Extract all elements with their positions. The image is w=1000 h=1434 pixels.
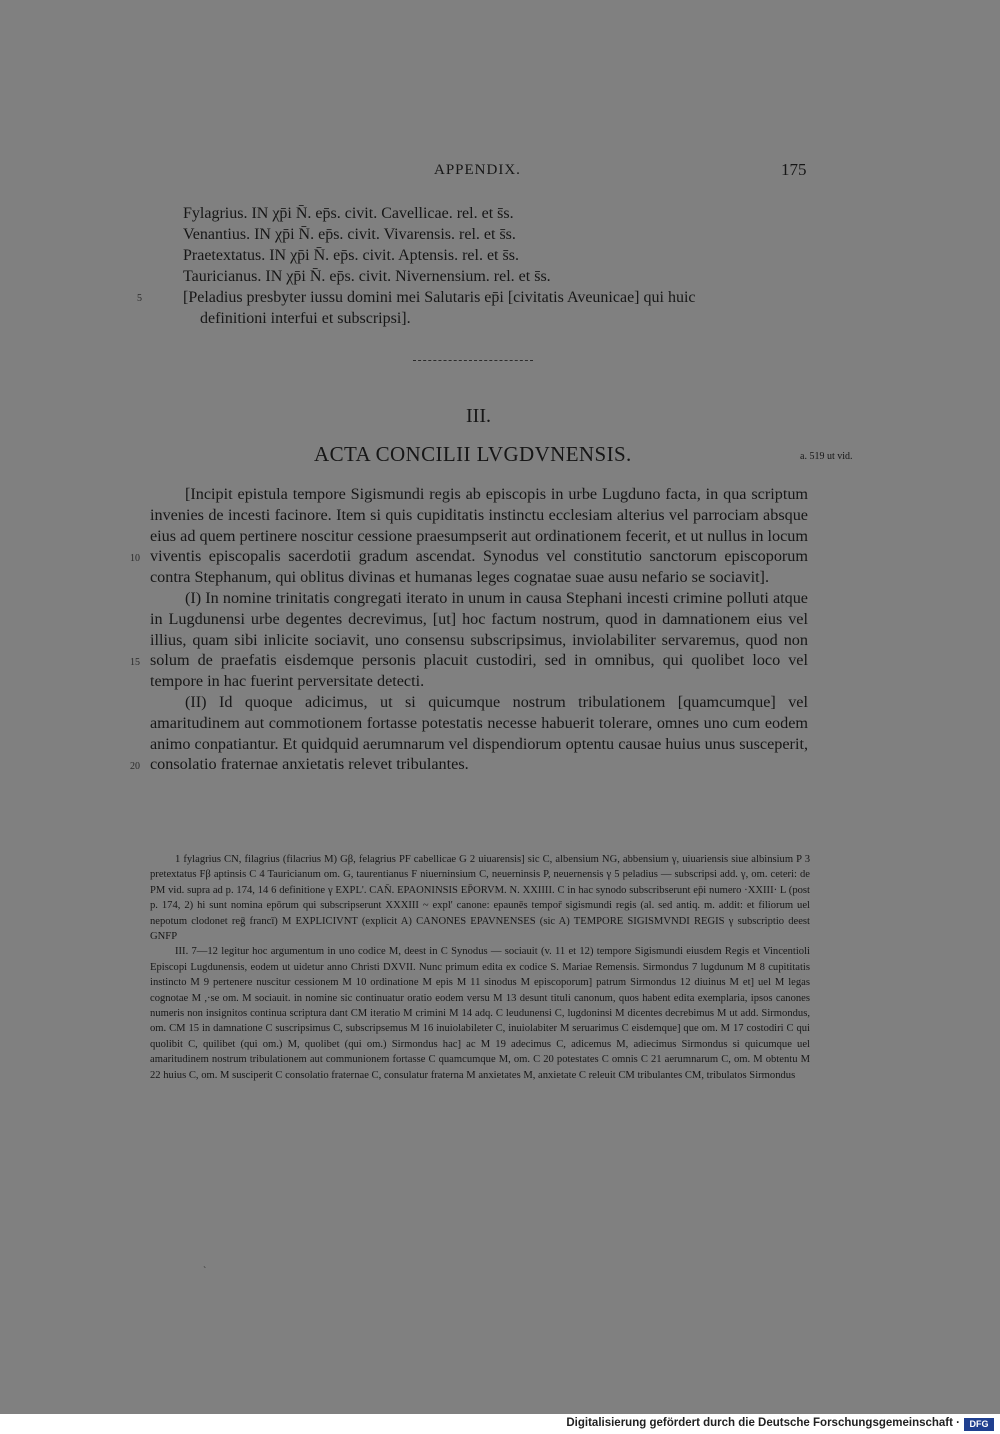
subscription-line: Praetextatus. IN χp̄i N̄. ep̄s. civit. Aptensis. rel. et s̄s. <box>183 247 519 264</box>
subscription-line: Tauricianus. IN χp̄i N̄. ep̄s. civit. Nivernensium. rel. et s̄s. <box>183 268 551 285</box>
intro-paragraph: [Incipit epistula tempore Sigismundi regis ab episcopis in urbe Lugduno facta, in qua scriptum invenies de incesti facinore. Item si quis cupiditatis instinctu ecclesiam alterius vel parrociam absque eius ad quem pertinere noscitur cessione praesumpserit aut ordinationem fecerit, et ut nullus in locum viventis episcopalis sacerdotii gradum ascendat. Synodus vel constitutio sanctorum episcoporum contra Stephanum, qui oblitus divinas et humanas leges cognatae suae ausu nefario se sociavit]. <box>150 485 808 587</box>
main-text <box>150 484 808 775</box>
running-title: APPENDIX. <box>434 162 521 178</box>
subscription-line: Venantius. IN χp̄i N̄. ep̄s. civit. Vivarensis. rel. et s̄s. <box>183 226 516 243</box>
stray-mark: ˋ <box>203 1266 207 1277</box>
dfg-logo-icon: DFG <box>964 1418 994 1431</box>
section-number: III. <box>466 405 491 427</box>
paragraph-i: (I) In nomine trinitatis congregati iterato in unum in causa Stephani incesti crimine polluti atque in Lugdunensi urbe degentes decrevimus, [ut] hoc factum nostrum, quod in damnationem eius vel illius, quam sibi inlicite sociavit, uno consensu subscripsimus, inviolabiliter servaremus, quod non solum de praefatis eisdemque personis placuit custodiri, sed in omnibus, qui quolibet loco vel tempore in hac fuerint perversitate detecti. <box>150 588 808 691</box>
digitization-banner <box>0 1414 1000 1434</box>
line-number: 15 <box>130 657 140 668</box>
section-title: ACTA CONCILII LVGDVNENSIS. <box>314 442 632 466</box>
subscription-line: definitioni interfui et subscripsi]. <box>200 310 411 327</box>
subscription-line: [Peladius presbyter iussu domini mei Salutaris ep̄i [civitatis Aveunicae] qui huic <box>183 289 696 306</box>
subscription-line: Fylagrius. IN χp̄i N̄. ep̄s. civit. Cavellicae. rel. et s̄s. <box>183 205 514 222</box>
section-separator <box>413 360 533 362</box>
line-number: 5 <box>137 293 142 304</box>
line-number: 20 <box>130 761 140 772</box>
date-note: a. 519 ut vid. <box>800 451 853 462</box>
footnote-block: III. 7—12 legitur hoc argumentum in uno codice M, deest in C Synodus — sociauit (v. 11 et 12) tempore Sigismundi eiusdem Regis et Vincentioli Episcopi Lugdunensis, eodem ut uidetur anno Christi DXVII. Nunc primum edita ex codice S. Mariae Remensis. Sirmondus 7 lugdunum M 8 cupititatis instincto M 9 pertenere nuscitur cessionem M 10 ordinatione M epis M 11 sinodus M episcoporum] patrum Sirmondus 12 diuinus M et] uel M legas cognotae M ,·se om. M sociauit. in nomine sic continuatur oratio eodem versu M 13 desunt tituli canonum, quos habent edita exemplaria, ipsos canones numeris non insignitos continua scriptura dant CM iteratio M crimini M 14 adq. C leudunensi C, lugdoninsi M dicentes decrebimus M ut add. Sirmondus, om. CM 15 in damnatione C suscripsimus C, subscripsemus M 16 inuiolabileter C, inuiolabiter M seruarimus C eisdemque] que om. M 17 costodiri C qui quolibit C, quilibet (qui om.) M, quolibet (qui om.) Sirmondus hac] ac M 19 adecimus C, adicemus M, adiecimus Sirmondus si quicumque uel amaritudinem nostrum tribulationem aut communionem fortasse C quamcumque M, om. C 20 potestates C omnis C 21 aerumnarum C, om. M obtentu M 22 huius C, om. M susciperit C consolatio fraternae C, consulatur fraterna M anxietates M, anxietate C releuit CM tribulantes CM, tribulatos Sirmondus <box>150 946 810 1081</box>
page-number: 175 <box>781 160 807 179</box>
line-number: 10 <box>130 553 140 564</box>
banner-text: Digitalisierung gefördert durch die Deutsche Forschungsgemeinschaft · <box>566 1417 960 1429</box>
footnote-block: 1 fylagrius CN, filagrius (filacrius M) Gβ, felagrius PF cabellicae G 2 uiuarensis] sic C, albensium NG, abbensium γ, uiuariensis siue albinsium P 3 pretextatus Fβ aptinsis C 4 Tauricianum om. G, taurentianus F niuerninsium C, neuerninsis P, neuernensis γ 5 peladius — subscripsi add. γ, om. ceteri: de PM vid. supra ad p. 174, 14 6 definitione γ EXPL'. CAN̄. EPAONINSIS EP̄ORVM. N. XXIIII. C in hac synodo subscribserunt ep̄i numero ·XXIII· L (post p. 174, 2) hi sunt nomina epōrum qui subscripserunt XXXIII ~ expl' canone: epaunēs tempor̄ sigismundi regis (al. sed antiq. m. addit: et filiorum uel nepotum clodonet reḡ francī) M EXPLICIVNT (explicit A) CANONES EPAVNENSES (sic A) TEMPORE SIGISMVNDI REGIS γ subscriptio deest GNFP <box>150 854 810 943</box>
critical-apparatus <box>150 852 810 1083</box>
paragraph-ii: (II) Id quoque adicimus, ut si quicumque nostrum tribulationem [quamcumque] vel amaritudinem aut commotionem fortasse potestatis necesse habuerit tolerare, omnes uno cum eodem animo conpatiantur. Et quidquid aerumnarum vel dispendiorum optentu causae huius unus susceperit, consolatio fraternae anxietatis relevet tribulantes. <box>150 692 808 774</box>
